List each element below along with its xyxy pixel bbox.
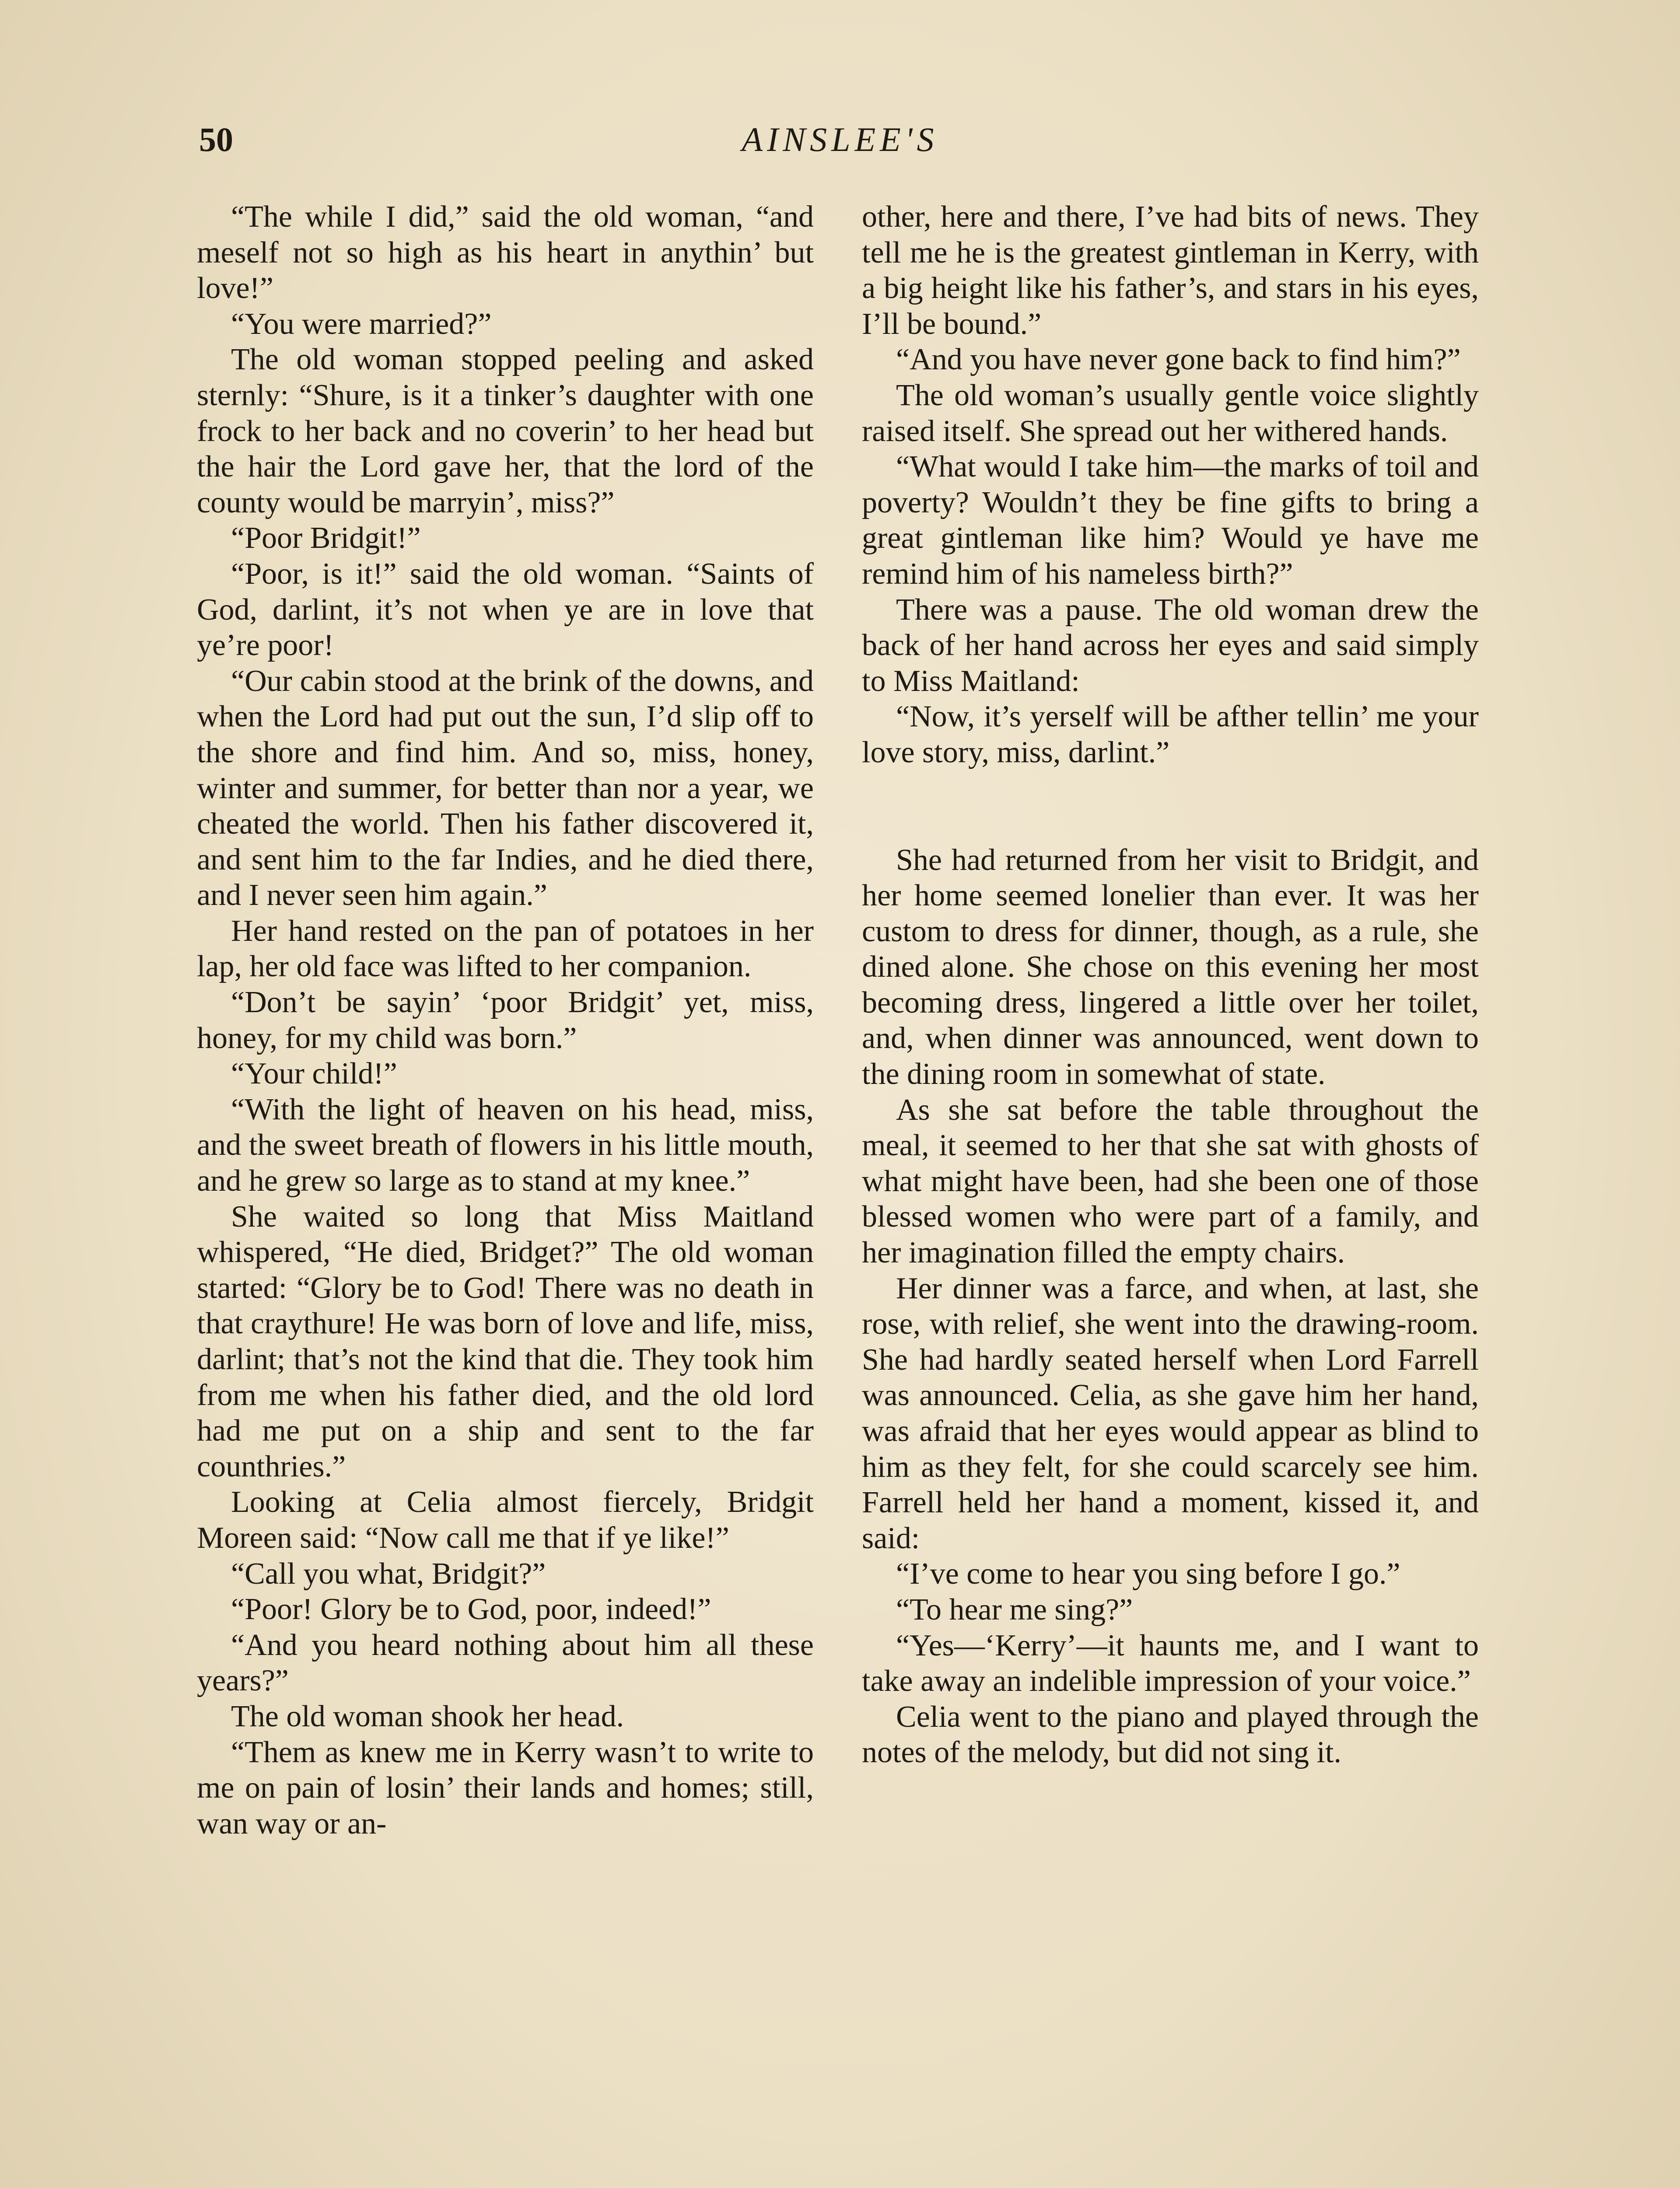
- paragraph: “You were married?”: [231, 307, 492, 341]
- left-column: [197, 199, 814, 1841]
- paragraph: “Call you what, Bridgit?”: [231, 1557, 546, 1591]
- paragraph: The old woman stopped peeling and asked sternly: “Shure, is it a tinker’s daughter with one frock to her back and no coverin’ to her head but the hair the Lord gave her, that the lord of the county would be marryin’, miss?”: [197, 343, 814, 519]
- paragraph: “With the light of heaven on his head, miss, and the sweet breath of flowers in his little mouth, and he grew so large as to stand at my knee.”: [197, 1092, 814, 1198]
- paragraph: Her dinner was a farce, and when, at last, she rose, with relief, she went into the drawing-room. She had hardly seated herself when Lord Farrell was announced. Celia, as she gave him her hand, was afraid that her eyes would appear as blind to him as they felt, for she could scarcely see him. Farrell held her hand a moment, kissed it, and said:: [862, 1271, 1479, 1555]
- paragraph: “Your child!”: [231, 1057, 397, 1091]
- paragraph: “And you have never gone back to find him?”: [896, 343, 1461, 377]
- paragraph-continued: other, here and there, I’ve had bits of news. They tell me he is the greatest gintleman in Kerry, with a big height like his father’s, and stars in his eyes, I’ll be bound.”: [862, 200, 1479, 341]
- right-column: [862, 199, 1479, 1771]
- paragraph: She waited so long that Miss Maitland whispered, “He died, Bridget?” The old woman started: “Glory be to God! There was no death in that craythure! He was born of love and life, miss, darlint; that’s not the kind that die. They took him from me when his father died, and the old lord had me put on a ship and sent to the far counthries.”: [197, 1199, 814, 1483]
- paragraph: The old woman shook her head.: [231, 1699, 624, 1733]
- paragraph: Celia went to the piano and played through the notes of the melody, but did not sing it.: [862, 1700, 1479, 1770]
- paragraph: “Them as knew me in Kerry wasn’t to write to me on pain of losin’ their lands and homes; still, wan way or an-: [197, 1735, 814, 1841]
- paragraph: “I’ve come to hear you sing before I go.”: [896, 1557, 1400, 1591]
- paragraph: “Don’t be sayin’ ‘poor Bridgit’ yet, miss, honey, for my child was born.”: [197, 985, 814, 1055]
- running-head: AINSLEE'S: [742, 120, 938, 158]
- paragraph: “Now, it’s yerself will be afther tellin’ me your love story, miss, darlint.”: [862, 700, 1479, 769]
- page-number: 50: [199, 120, 233, 158]
- paragraph: “To hear me sing?”: [896, 1592, 1133, 1627]
- paragraph: “Poor Bridgit!”: [231, 521, 421, 555]
- paragraph: “Poor, is it!” said the old woman. “Saints of God, darlint, it’s not when ye are in love that ye’re poor!: [197, 557, 814, 663]
- section-opening-paragraph: She had returned from her visit to Bridgit, and her home seemed lonelier than ever. It was her custom to dress for dinner, though, as a rule, she dined alone. She chose on this evening her most becoming dress, lingered a little over her toilet, and, when dinner was announced, went down to the dining room in somewhat of state.: [862, 843, 1479, 1091]
- paragraph: “Yes—‘Kerry’—it haunts me, and I want to take away an indelible impression of your voice.”: [862, 1628, 1479, 1698]
- paragraph: “Our cabin stood at the brink of the downs, and when the Lord had put out the sun, I’d slip off to the shore and find him. And so, miss, honey, winter and summer, for better than nor a year, we cheated the world. Then his father discovered it, and sent him to the far Indies, and he died there, and I never seen him again.”: [197, 664, 814, 912]
- paragraph: “And you heard nothing about him all these years?”: [197, 1628, 814, 1698]
- paragraph: “The while I did,” said the old woman, “and meself not so high as his heart in anythin’ but love!”: [197, 200, 814, 305]
- page-header: [0, 120, 1680, 175]
- paragraph: The old woman’s usually gentle voice slightly raised itself. She spread out her withered hands.: [862, 378, 1479, 448]
- paragraph: Looking at Celia almost fiercely, Bridgit Moreen said: “Now call me that if ye like!”: [197, 1485, 814, 1555]
- paragraph: Her hand rested on the pan of potatoes in her lap, her old face was lifted to her companion.: [197, 914, 814, 984]
- paragraph: There was a pause. The old woman drew the back of her hand across her eyes and said simply to Miss Maitland:: [862, 593, 1479, 698]
- paragraph: “What would I take him—the marks of toil and poverty? Wouldn’t they be fine gifts to bring a great gintleman like him? Would ye have me remind him of his nameless birth?”: [862, 450, 1479, 591]
- paragraph: “Poor! Glory be to God, poor, indeed!”: [231, 1592, 711, 1627]
- paragraph: As she sat before the table throughout the meal, it seemed to her that she sat with ghosts of what might have been, had she been one of those blessed women who were part of a family, and her imagination filled the empty chairs.: [862, 1093, 1479, 1270]
